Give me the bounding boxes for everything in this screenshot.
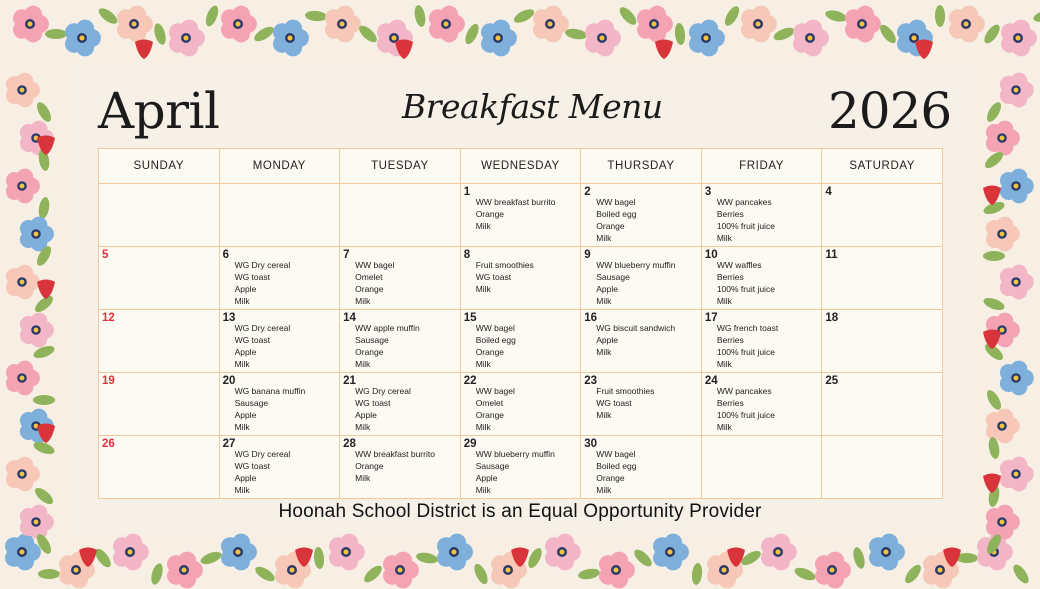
menu-items [355, 259, 458, 307]
week-row [99, 310, 943, 373]
menu-item: Apple [596, 284, 618, 294]
week-row [99, 247, 943, 310]
flower-icon [117, 6, 153, 43]
menu-item: WW bagel [355, 260, 395, 270]
leaf-icon [413, 4, 427, 28]
flower-icon [221, 534, 257, 571]
week-row [99, 436, 943, 499]
day-cell [822, 373, 943, 436]
day-number: 23 [584, 375, 598, 387]
day-cell [219, 184, 340, 247]
leaf-icon [472, 562, 491, 586]
day-cell [460, 373, 581, 436]
menu-item: Omelet [475, 398, 504, 408]
menu-item: Milk [596, 296, 612, 306]
menu-items [476, 196, 579, 232]
leaf-icon [96, 5, 120, 26]
menu-items [235, 385, 338, 433]
flower-icon [689, 20, 725, 57]
leaf-icon [305, 10, 328, 22]
day-cell [219, 247, 340, 310]
menu-item: WG french toast [716, 323, 779, 333]
week-row [99, 184, 943, 247]
menu-item: WG banana muffin [234, 386, 306, 396]
flower-icon [325, 6, 361, 43]
weekday-monday: MONDAY [219, 149, 340, 184]
flower-icon [6, 265, 40, 300]
menu-item: Apple [234, 410, 257, 420]
menu-item: Boiled egg [596, 209, 637, 219]
weekday-saturday: SATURDAY [822, 149, 943, 184]
menu-item: Milk [475, 284, 491, 294]
menu-item: 100% fruit juice [716, 221, 775, 231]
leaf-icon [34, 100, 54, 124]
day-number: 30 [584, 438, 598, 450]
menu-item: Fruit smoothies [596, 386, 655, 396]
flower-icon [637, 6, 673, 43]
leaf-icon [691, 563, 703, 586]
menu-item: Orange [475, 347, 505, 357]
menu-item: Sausage [475, 461, 510, 471]
leaf-icon [149, 562, 165, 586]
leaf-icon [935, 5, 945, 27]
leaf-icon [45, 29, 67, 39]
menu-item: WW waffles [716, 260, 762, 270]
menu-item: WG toast [234, 335, 270, 345]
day-cell [99, 247, 220, 310]
menu-item: WG toast [234, 272, 270, 282]
flower-icon [585, 20, 621, 57]
menu-item: 100% fruit juice [716, 284, 775, 294]
day-number: 24 [704, 375, 718, 387]
day-cell [99, 184, 220, 247]
menu-item: WW bagel [596, 197, 636, 207]
year-title: 2026 [828, 82, 952, 140]
leaf-icon [199, 549, 223, 566]
menu-item: Orange [355, 284, 384, 294]
calendar-grid [98, 148, 943, 499]
leaf-icon [526, 546, 545, 570]
day-cell [340, 247, 461, 310]
menu-items [717, 196, 820, 244]
menu-item: Boiled egg [596, 461, 637, 471]
flower-icon [1000, 457, 1034, 492]
day-cell [99, 373, 220, 436]
menu-item: Milk [234, 359, 250, 369]
day-cell [822, 247, 943, 310]
day-number: 27 [222, 438, 236, 450]
menu-items [596, 448, 699, 496]
day-cell [581, 436, 702, 499]
day-cell [460, 310, 581, 373]
menu-items [717, 385, 820, 433]
day-cell [340, 373, 461, 436]
day-number: 19 [102, 375, 115, 387]
day-number: 3 [704, 186, 712, 198]
day-number: 4 [825, 186, 832, 198]
menu-item: Milk [234, 296, 250, 306]
day-number: 21 [343, 375, 356, 387]
day-cell [701, 184, 822, 247]
flower-icon [6, 169, 40, 204]
flower-icon [986, 121, 1020, 156]
menu-item: Orange [475, 410, 505, 420]
leaf-icon [313, 547, 325, 570]
page-title: Breakfast Menu [402, 87, 663, 126]
menu-item: Sausage [596, 272, 630, 282]
menu-item: Fruit smoothies [475, 260, 534, 270]
day-cell [219, 373, 340, 436]
menu-item: Orange [475, 209, 505, 219]
strawberry-icon [37, 280, 55, 300]
day-cell [460, 247, 581, 310]
day-cell [581, 310, 702, 373]
day-cell [460, 436, 581, 499]
menu-item: WW pancakes [716, 386, 772, 396]
leaf-icon [463, 22, 482, 46]
menu-items [355, 322, 458, 370]
leaf-icon [617, 5, 639, 28]
menu-item: Orange [596, 473, 625, 483]
menu-item: Apple [234, 347, 257, 357]
day-cell [701, 373, 822, 436]
day-number: 14 [343, 312, 356, 324]
menu-item: WW breakfast burrito [475, 197, 556, 207]
menu-item: Milk [355, 296, 371, 306]
menu-item: Milk [475, 422, 491, 432]
menu-items [235, 448, 338, 496]
day-number: 12 [102, 312, 115, 324]
menu-item: Orange [596, 221, 625, 231]
day-number: 15 [463, 312, 477, 324]
menu-item: Apple [234, 473, 257, 483]
leaf-icon [632, 547, 655, 569]
week-row [99, 373, 943, 436]
flower-icon [6, 73, 40, 108]
flower-icon [1000, 265, 1034, 300]
menu-item: WG toast [596, 398, 632, 408]
day-number: 11 [825, 249, 838, 261]
flower-icon [793, 20, 829, 57]
leaf-icon [37, 196, 51, 219]
day-cell [219, 310, 340, 373]
leaf-icon [824, 8, 848, 23]
menu-item: Berries [716, 209, 744, 219]
menu-item: WG biscuit sandwich [596, 323, 676, 333]
day-number: 10 [704, 249, 718, 261]
leaf-icon [984, 388, 1004, 412]
menu-item: Milk [716, 296, 732, 306]
flower-icon [1000, 169, 1034, 204]
menu-items [596, 196, 699, 244]
menu-item: WW bagel [475, 323, 515, 333]
leaf-icon [361, 563, 384, 585]
menu-item: Apple [355, 410, 377, 420]
menu-item: WG Dry cereal [355, 386, 411, 396]
weekday-wednesday: WEDNESDAY [460, 149, 581, 184]
day-number: 29 [463, 438, 477, 450]
day-cell [701, 436, 822, 499]
leaf-icon [1032, 8, 1040, 24]
weekday-sunday: SUNDAY [99, 149, 220, 184]
day-cell [581, 247, 702, 310]
menu-items [235, 322, 338, 370]
menu-item: WW blueberry muffin [475, 449, 555, 459]
menu-item: WG Dry cereal [234, 260, 291, 270]
leaf-icon [253, 564, 277, 584]
menu-item: 100% fruit juice [716, 410, 775, 420]
menu-item: Milk [596, 485, 612, 495]
flower-icon [869, 534, 905, 571]
menu-item: Milk [716, 359, 732, 369]
flower-icon [481, 20, 517, 57]
flower-icon [741, 6, 777, 43]
menu-item: Sausage [355, 335, 389, 345]
leaf-icon [203, 4, 220, 28]
day-cell [701, 247, 822, 310]
menu-items [596, 259, 699, 307]
day-number: 20 [222, 375, 236, 387]
weekday-tuesday: TUESDAY [340, 149, 461, 184]
menu-item: Boiled egg [475, 335, 516, 345]
leaf-icon [33, 395, 55, 405]
menu-item: Milk [475, 221, 491, 231]
menu-item: WW breakfast burrito [355, 449, 435, 459]
menu-item: Milk [716, 233, 732, 243]
menu-item: WW bagel [475, 386, 515, 396]
day-number: 6 [222, 249, 229, 261]
menu-item: Milk [234, 422, 250, 432]
footer-statement: Hoonah School District is an Equal Opportunity Provider [278, 501, 762, 522]
menu-item: Milk [475, 359, 491, 369]
flower-icon [169, 20, 205, 57]
leaf-icon [1010, 562, 1031, 586]
day-cell [99, 436, 220, 499]
weekday-friday: FRIDAY [701, 149, 822, 184]
leaf-icon [982, 296, 1006, 313]
menu-item: Berries [716, 335, 744, 345]
flower-icon [20, 217, 54, 252]
menu-item: Apple [475, 473, 498, 483]
menu-item: WW blueberry muffin [596, 260, 676, 270]
day-cell [340, 184, 461, 247]
flower-icon [986, 217, 1020, 252]
weekday-header-row [99, 149, 943, 184]
day-cell [822, 184, 943, 247]
day-cell [340, 436, 461, 499]
leaf-icon [152, 22, 168, 46]
flower-icon [599, 552, 635, 589]
menu-item: Milk [716, 422, 732, 432]
menu-items [235, 259, 338, 307]
leaf-icon [722, 4, 742, 28]
day-number: 8 [463, 249, 471, 261]
flower-icon [533, 6, 569, 43]
day-number: 22 [463, 375, 477, 387]
leaf-icon [577, 567, 600, 581]
flower-icon [221, 6, 257, 43]
day-cell [340, 310, 461, 373]
month-title: April [98, 82, 220, 140]
menu-item: Sausage [234, 398, 269, 408]
strawberry-icon [135, 40, 153, 60]
day-cell [822, 436, 943, 499]
menu-item: WW pancakes [716, 197, 772, 207]
leaf-icon [38, 569, 60, 579]
flower-icon [545, 534, 581, 571]
menu-item: Milk [596, 347, 612, 357]
menu-items [355, 448, 458, 484]
leaf-icon [415, 551, 439, 565]
menu-items [717, 259, 820, 307]
menu-item: WG Dry cereal [234, 449, 291, 459]
menu-items [596, 322, 699, 358]
flower-icon [429, 6, 465, 43]
menu-items [476, 448, 579, 496]
menu-items [476, 322, 579, 370]
leaf-icon [851, 546, 866, 570]
menu-item: Milk [596, 410, 612, 420]
leaf-icon [793, 565, 817, 583]
menu-item: Milk [355, 473, 371, 483]
menu-item: WG toast [475, 272, 512, 282]
menu-item: Milk [355, 359, 371, 369]
day-cell [822, 310, 943, 373]
flower-icon [6, 457, 40, 492]
day-number: 13 [222, 312, 236, 324]
day-number: 5 [102, 249, 109, 261]
menu-items [717, 322, 820, 370]
flower-icon [5, 534, 41, 571]
menu-item: WG Dry cereal [234, 323, 291, 333]
day-number: 2 [584, 186, 591, 198]
flower-icon [437, 534, 473, 571]
flower-icon [845, 6, 881, 43]
menu-item: 100% fruit juice [716, 347, 775, 357]
leaf-icon [674, 23, 686, 46]
flower-icon [815, 552, 851, 589]
flower-icon [1000, 361, 1034, 396]
flower-icon [329, 534, 365, 571]
menu-item: WW bagel [596, 449, 636, 459]
menu-item: Berries [716, 272, 744, 282]
day-number: 9 [584, 249, 591, 261]
day-cell [581, 373, 702, 436]
day-cell [219, 436, 340, 499]
day-number: 26 [102, 438, 115, 450]
flower-icon [6, 361, 40, 396]
menu-items [596, 385, 699, 421]
leaf-icon [512, 7, 536, 26]
menu-item: WW apple muffin [355, 323, 420, 333]
day-number: 7 [343, 249, 350, 261]
day-cell [460, 184, 581, 247]
day-cell [99, 310, 220, 373]
weekday-thursday: THURSDAY [581, 149, 702, 184]
flower-icon [65, 20, 101, 57]
strawberry-icon [655, 40, 673, 60]
flower-icon [20, 313, 54, 348]
flower-icon [1001, 20, 1037, 57]
menu-item: Berries [716, 398, 744, 408]
menu-item: WG toast [234, 461, 270, 471]
leaf-icon [564, 27, 587, 41]
day-number: 1 [463, 186, 471, 198]
menu-item: Milk [475, 485, 491, 495]
menu-items [476, 259, 579, 295]
leaf-icon [983, 251, 1005, 261]
menu-item: Milk [596, 233, 612, 243]
day-number: 18 [825, 312, 839, 324]
day-number: 16 [584, 312, 598, 324]
flower-icon [383, 552, 419, 589]
menu-item: Omelet [355, 272, 383, 282]
leaf-icon [902, 562, 923, 585]
flower-icon [113, 534, 149, 571]
day-cell [701, 310, 822, 373]
menu-items [476, 385, 579, 433]
menu-item: Orange [355, 461, 384, 471]
menu-item: Milk [355, 422, 371, 432]
flower-icon [273, 20, 309, 57]
menu-item: Apple [234, 284, 257, 294]
menu-items [355, 385, 458, 433]
day-cell [581, 184, 702, 247]
day-number: 25 [825, 375, 839, 387]
flower-icon [1000, 73, 1034, 108]
menu-item: Milk [234, 485, 250, 495]
menu-item: Orange [355, 347, 384, 357]
menu-item: WG toast [355, 398, 391, 408]
flower-icon [653, 534, 689, 571]
flower-icon [13, 6, 49, 43]
day-number: 28 [343, 438, 356, 450]
flower-icon [167, 552, 203, 589]
leaf-icon [984, 100, 1004, 124]
flower-icon [949, 6, 985, 43]
day-number: 17 [704, 312, 718, 324]
menu-item: Apple [596, 335, 618, 345]
flower-icon [761, 534, 797, 571]
